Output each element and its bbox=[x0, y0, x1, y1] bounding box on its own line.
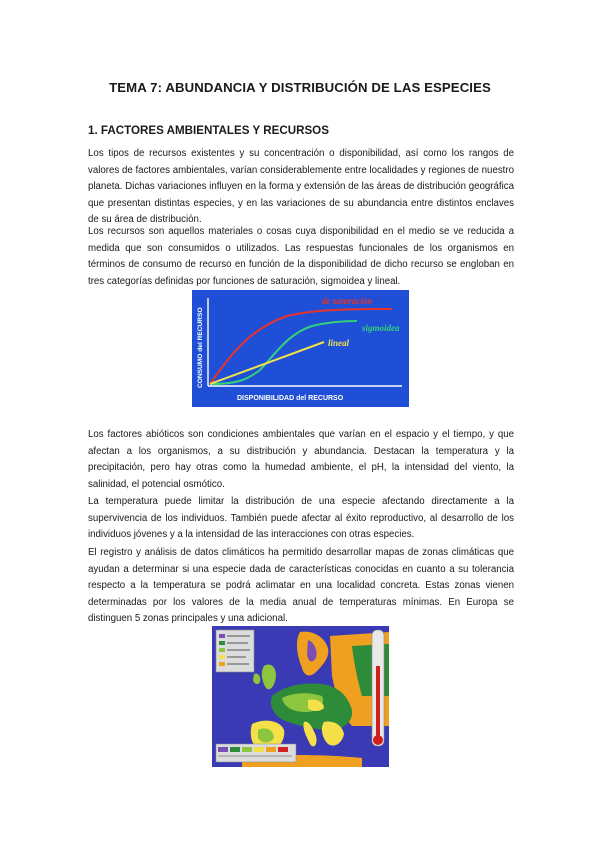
y-axis-label: CONSUMO del RECURSO bbox=[197, 307, 204, 388]
functional-response-figure bbox=[192, 290, 409, 407]
europe-climate-zones-map bbox=[212, 626, 389, 767]
saturation-label: de saturación bbox=[322, 296, 373, 306]
section-heading: 1. FACTORES AMBIENTALES Y RECURSOS bbox=[88, 124, 329, 137]
paragraph: El registro y análisis de datos climáticos ha permitido desarrollar mapas de zonas climáticas que ayudan a determinar si una especie dada de características conocidas en cuanto a su tolerancia respecto a la temperatura se podrá aclimatar en una localidad concreta. Estas zonas vienen determinadas por los valores de la media anual de temperaturas mínimas. En Europa se distinguen 5 zonas principales y una adicional. bbox=[88, 547, 514, 625]
paragraph: Los tipos de recursos existentes y su concentración o disponibilidad, así como los rangos de valores de factores ambientales, varían considerablemente entre localidades y regiones de nuestro planeta. Dichas variaciones influyen en la forma y extensión de las áreas de distribución geográfica que presentan distintas especies, y en las variaciones de su abundancia entre distintos enclaves de su área de distribución. bbox=[88, 148, 514, 226]
x-axis-label: DISPONIBILIDAD del RECURSO bbox=[237, 395, 344, 402]
paragraph: Los factores abióticos son condiciones ambientales que varían en el espacio y el tiempo, y que afectan a los organismos, a su distribución y abundancia. Destacan la temperatura y la precipitación, pero hay otras como la humedad ambiente, el pH, la intensidad del viento, la salinidad, el potencial osmótico. bbox=[88, 429, 514, 490]
sigmoid-label: sigmoidea bbox=[362, 323, 400, 333]
linear-label: lineal bbox=[328, 338, 350, 348]
paragraph: Los recursos son aquellos materiales o cosas cuya disponibilidad en el medio se ve reducida a medida que son consumidos o utilizados. Las respuestas funcionales de los organismos en términos de consumo de recurso en función de la disponibilidad de dicho recurso se engloban en tres categorías definidas por funciones de saturación, sigmoidea y lineal. bbox=[88, 226, 514, 287]
page-title: TEMA 7: ABUNDANCIA Y DISTRIBUCIÓN DE LAS ESPECIES bbox=[109, 80, 491, 95]
paragraph: La temperatura puede limitar la distribución de una especie afectando directamente a la supervivencia de los individuos. También puede afectar al éxito reproductivo, al desarrollo de los individuos jóvenes y a la intensidad de las interacciones con otras especies. bbox=[88, 496, 514, 541]
